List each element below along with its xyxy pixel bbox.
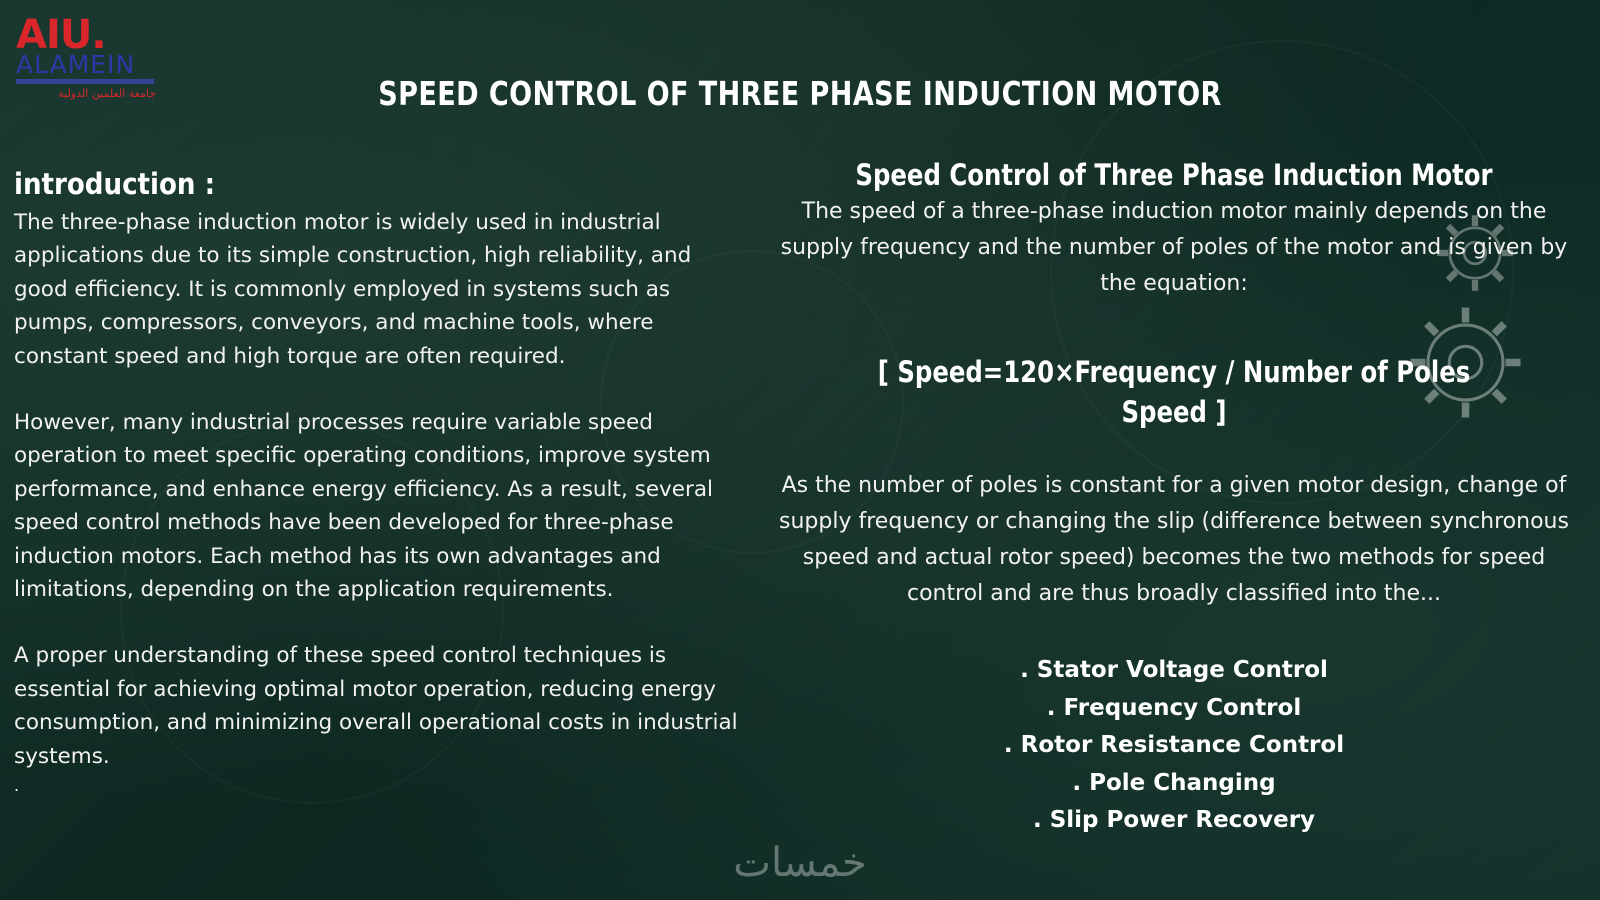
watermark-text: خمسات [733, 840, 867, 886]
logo-arabic-text: جامعة العلمين الدولية [58, 87, 156, 100]
intro-paragraph-2: However, many industrial processes require variable speed operation to meet specific operating conditions, improve system performance, and enhance energy efficiency. As a result, several speed control methods have been developed for three-phase induction motors. Each method has its own advantages and limitations, depending on the application requirements. [14, 410, 713, 603]
intro-paragraph-1: The three-phase induction motor is widely used in industrial applications due to its simple construction, high reliability, and good efficiency. It is commonly employed in systems such as pumps, compressors, conveyors, and machine tools, where constant speed and high torque are often required. [14, 210, 692, 369]
introduction-heading: introduction : [14, 167, 216, 201]
list-item: . Pole Changing [1072, 769, 1276, 796]
list-item: . Frequency Control [1046, 694, 1302, 721]
speed-intro-paragraph: The speed of a three-phase induction motor mainly depends on the supply frequency and the number of poles of the motor and is given by the equation: [780, 199, 1568, 296]
logo-aiu-text: AIU. [16, 12, 106, 58]
page-title: SPEED CONTROL OF THREE PHASE INDUCTION MOTOR [378, 74, 1222, 113]
list-item: . Slip Power Recovery [1032, 807, 1316, 833]
speed-equation: [ Speed=120×Frequency / Number of Poles Speed ] [877, 355, 1471, 429]
control-methods-list [768, 652, 1580, 840]
logo-bar [16, 79, 154, 84]
introduction-section [14, 166, 749, 796]
speed-control-section [768, 156, 1580, 840]
watermark [700, 838, 900, 888]
section-heading: Speed Control of Three Phase Induction Motor [855, 158, 1493, 192]
trailing-dot: . [14, 776, 20, 796]
speed-body-paragraph: As the number of poles is constant for a given motor design, change of supply frequency or changing the slip (difference between synchronous speed and actual rotor speed) becomes the two methods for speed control and are thus broadly classified into the... [779, 473, 1569, 606]
logo-alamein-text: ALAMEIN [16, 50, 136, 79]
list-item: . Stator Voltage Control [1020, 657, 1328, 683]
list-item: . Rotor Resistance Control [1003, 732, 1345, 758]
intro-paragraph-3: A proper understanding of these speed control techniques is essential for achieving optimal motor operation, reducing energy consumption, and minimizing overall operational costs in industrial systems. [14, 643, 738, 769]
